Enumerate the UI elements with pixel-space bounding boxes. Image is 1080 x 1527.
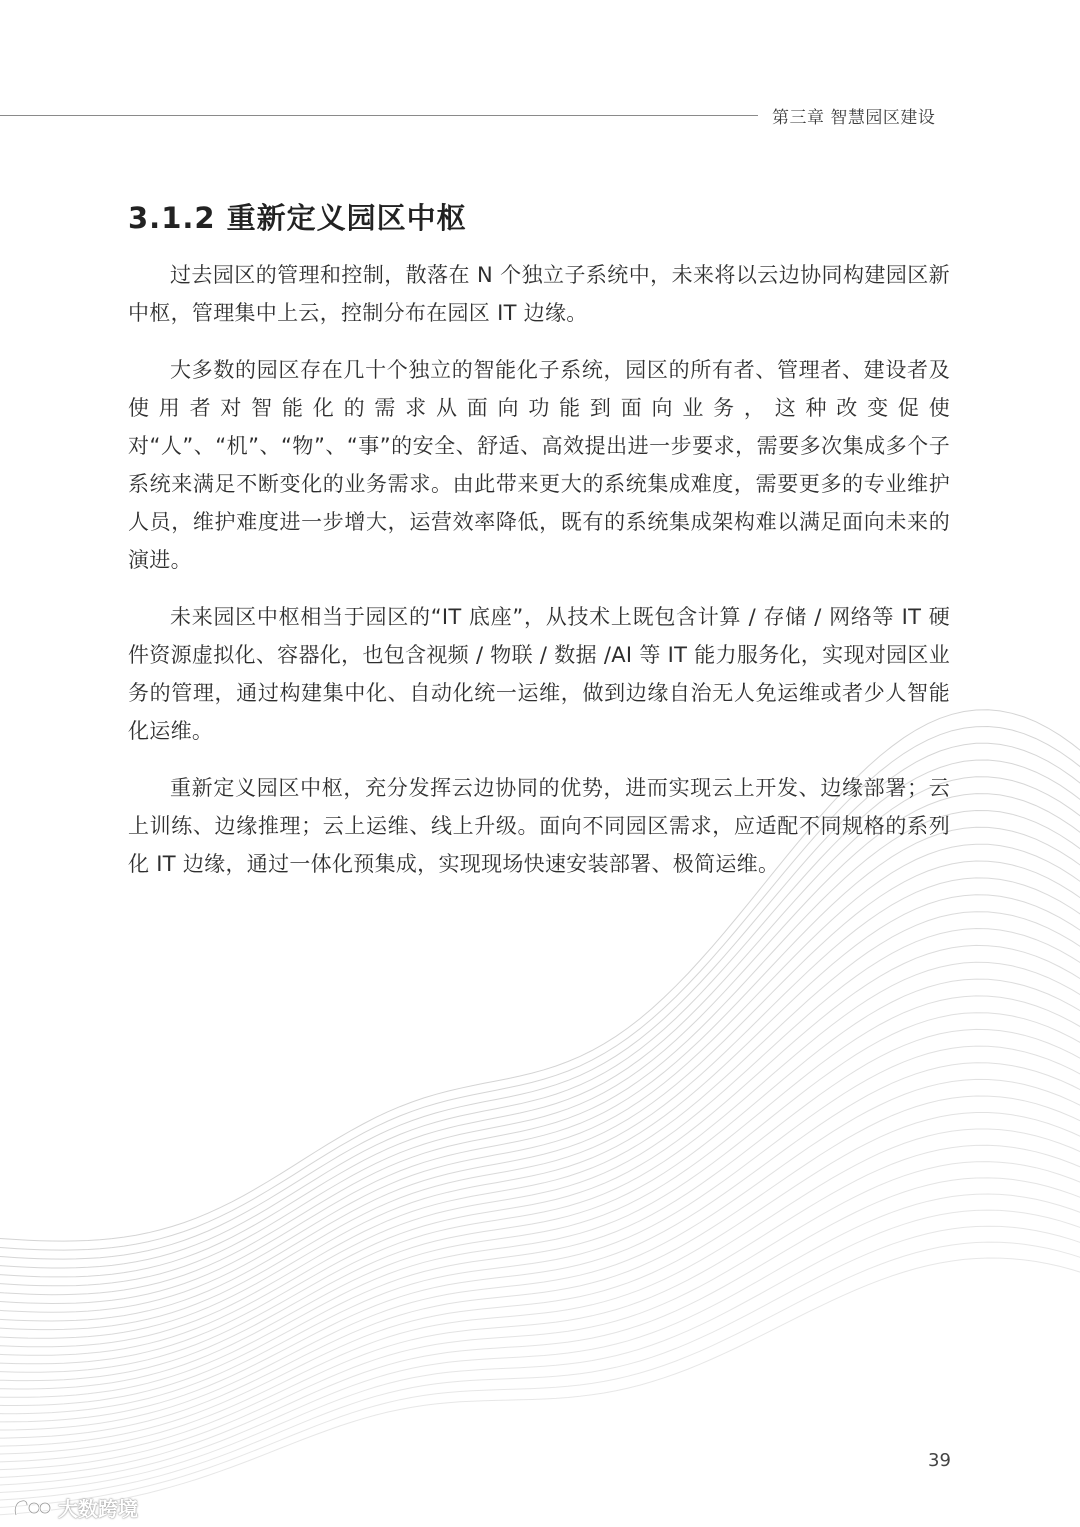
body-text — [128, 256, 950, 902]
paragraph-1: 过去园区的管理和控制，散落在 N 个独立子系统中，未来将以云边协同构建园区新中枢，管理集中上云，控制分布在园区 IT 边缘。 — [128, 263, 950, 325]
wave-line — [0, 1029, 1080, 1405]
paragraph-4: 重新定义园区中枢，充分发挥云边协同的优势，进而实现云上开发、边缘部署；云上训练、边缘推理；云上运维、线上升级。面向不同园区需求，应适配不同规格的系列化 IT 边缘，通过一体化预集成，实现现场快速安装部署、极简运维。 — [128, 776, 950, 876]
wave-line — [0, 979, 1080, 1381]
page-number: 39 — [928, 1450, 951, 1471]
wave-line — [0, 895, 1080, 1338]
watermark-logo-icon — [12, 1497, 52, 1519]
paragraph-3: 未来园区中枢相当于园区的“IT 底座”，从技术上既包含计算 / 存储 / 网络等 IT 硬件资源虚拟化、容器化，也包含视频 / 物联 / 数据 /AI 等 IT 能力服务化，实现对园区业务的管理，通过构建集中化、自动化统一运维，做到边缘自治无人免运维或者少人智能化运维。 — [128, 605, 950, 743]
chapter-header: 第三章 智慧园区建设 — [772, 108, 936, 128]
paragraph-2: 大多数的园区存在几十个独立的智能化子系统，园区的所有者、管理者、建设者及使用者对智能化的需求从面向功能到面向业务，这种改变促使对“人”、“机”、“物”、“事”的安全、舒适、高效提出进一步要求，需要多次集成多个子系统来满足不断变化的业务需求。由此带来更大的系统集成难度，需要更多的专业维护人员，维护难度进一步增大，运营效率降低，既有的系统集成架构难以满足面向未来的演进。 — [128, 358, 950, 572]
wave-line — [0, 1129, 1080, 1454]
section-title: 3.1.2 重新定义园区中枢 — [128, 201, 467, 235]
watermark — [12, 1493, 138, 1522]
wave-line — [0, 1046, 1080, 1414]
watermark-text: 大数跨境 — [58, 1497, 138, 1521]
header-rule — [0, 115, 758, 116]
wave-line — [0, 996, 1080, 1389]
wave-line — [0, 1113, 1080, 1447]
wave-line — [0, 929, 1080, 1356]
